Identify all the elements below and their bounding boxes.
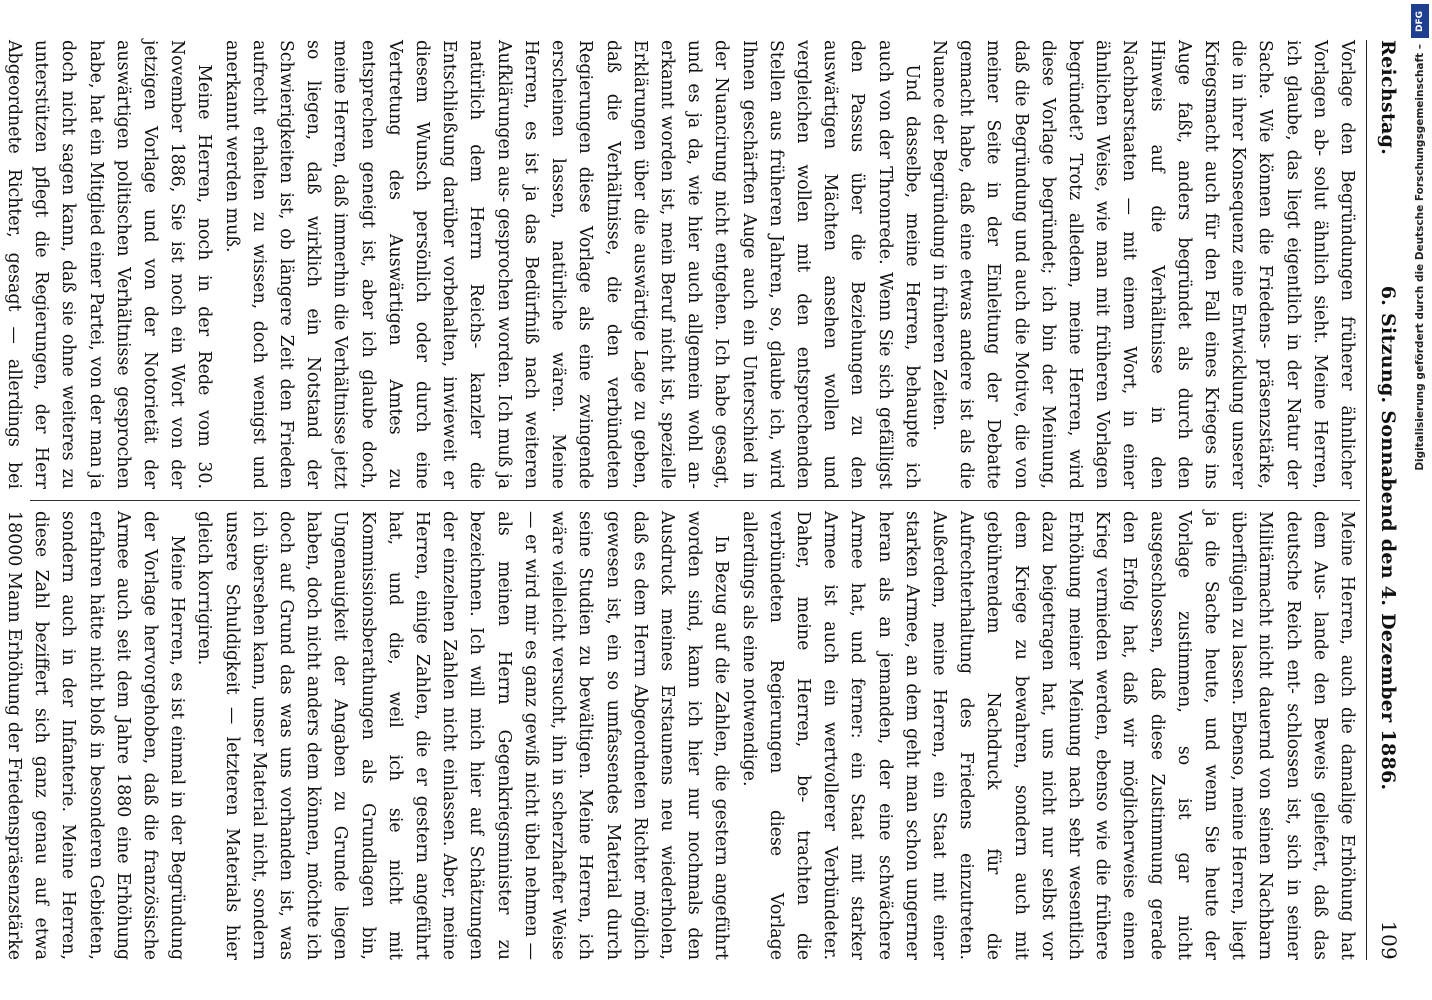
dfg-logo: DFG [1411,4,1429,38]
paragraph: In Bezug auf die Zahlen, die gestern angeführt worden sind, kann ich hier nur nochmals den Ausdruck meines Erstaunens neu wiederholen, daß es dem Herrn Abgeordneten Richter möglich gewesen ist, ein so umfassendes Material durch seine Studien zu bewältigen. Meine Herren, ich wäre vielleicht versucht, ihn in scherzhafter Weise — er wird mir es ganz gewiß nicht übel nehmen — als meinen Herrn Gegenkriegsminister zu bezeichnen. Ich will mich hier auf Schätzungen der einzelnen Zahlen nicht einlassen. Aber, meine Herren, einige Zahlen, die er gestern angeführt hat, und die, weil ich sie nicht mit Kommissionsberathungen als Grundlagen bin, Ungenauigkeit der Angaben zu Grunde liegen haben, doch nicht anders dem können, möchte ich doch auf Grund das was uns vorhanden ist, was ich übersehen kann, unser Material nicht, sondern unsere Schuldigkeit — letzteren Materials hier gleich korrigiren. [194,511,732,960]
page-number: 109 [1377,920,1401,960]
header-publication: Reichstag. [1377,40,1399,156]
paragraph: Meine Herren, noch in der Rede vom 30. November 1886, Sie ist noch ein Wort von der jetzigen Vorlage und von der Notorietät der auswärtigen politischen Verhältnisse gesprochen habe, hat ein Mitglied einer Partei, von der man ja doch nicht sagen kann, daß sie ohne weiteres zu unterstützen pflegt die Regierungen, der Herr Abgeordnete Richter, gesagt — allerdings bei [4,40,215,489]
right-column [0,511,1360,960]
paragraph: Vorlage den Begründungen früherer ähnlicher Vorlagen ab- solut ähnlich sieht. Meine Herren, ich glaube, das liegt eigentlich in der Natur der Sache. Wie können die Friedens- präsenzstärke, die in ihrer Konsequenz eine Entwicklung unserer Kriegsmacht auch für den Fall eines Krieges ins Auge faßt, anders begründet als durch den Hinweis auf die Verhältnisse in den Nachbarstaaten — mit einem Wort, in einer ähnlichen Weise, wie man mit früheren Vorlagen begründet? Trotz alledem, meine Herren, wird diese Vorlage begründet; ich bin der Meinung, daß die Begründung und auch die Motive, die von meiner Seite in der Einleitung der Debatte gemacht habe, daß eine etwas andere ist als die Nuance der Begründung in früheren Zeiten. [928,40,1357,489]
header-session-date: 6. Sitzung. Sonnabend den 4. Dezember 1886. [1377,285,1399,791]
rotated-page [4,30,1401,970]
left-column [0,40,1360,489]
funding-sidebar [1410,4,1430,996]
text-columns [4,40,1360,960]
funding-note: Digitalisierung gefördert durch die Deutsche Forschungsgemeinschaft – [1414,44,1426,471]
paragraph: Und dasselbe, meine Herren, behaupte ich auch von der Thronrede. Wenn Sie sich gefälligst den Passus über die Beziehungen zu den auswärtigen Mächten ansehen wollen und vergleichen wollen mit den entsprechenden Stellen aus früheren Jahren, so, glaube ich, wird Ihnen geschärften Auge auch ein Unterschied in der Nuancirung nicht entgehen. Ich habe gesagt, und es ja da, wie hier auch allgemein wohl an- erkannt worden ist, mein Beruf nicht ist, spezielle Erklärungen über die auswärtige Lage zu geben, daß die Verhältnisse, die den verbündeten Regierungen diese Vorlage als eine zwingende erscheinen lassen, natürliche wären. Meine Herren, es ist ja das Bedürfniß nach weiteren Aufklärungen aus- gesprochen worden. Ich muß ja natürlich dem Herrn Reichs- kanzler die Entschließung darüber vorbehalten, inwieweit er diesem Wunsch persönlich oder durch eine Vertretung des Auswärtigen Amtes zu entsprechen geneigt ist, aber ich glaube doch, meine Herren, daß immerhin die Verhältnisse jetzt so liegen, daß wirklich ein Notstand der Schwierigkeiten ist, ob längere Zeit den Frieden aufrecht erhalten zu wissen, doch wenigst und anerkannt werden muß. [221,40,922,489]
paragraph: Meine Herren, es ist einmal in der Begründung der Vorlage hervorgehoben, daß die französische Armee auch seit dem Jahre 1880 eine Erhöhung erfahren hätte nicht bloß in besonderen Gebieten, sondern auch in der Infanterie. Meine Herren, diese Zahl beziffert sich ganz genau auf etwa 18000 Mann Erhöhung der Friedenspräsenzstärke [4,511,188,960]
paragraph: Meine Herren, auch die damalige Erhöhung hat dem Aus- lande den Beweis geliefert, daß das deutsche Reich ent- schlossen ist, sich in seiner Militärmacht nicht dauernd von seinen Nachbarn überflügeln zu lassen. Ebenso, meine Herren, liegt ja die Sache heute, und wenn Sie heute der Vorlage zustimmen, so ist gar nicht ausgeschlossen, daß diese Zustimmung gerade den Erfolg hat, daß wir möglicherweise einen Krieg vermieden werden, ebenso wie die frühere Erhöhung meiner Meinung nach sehr wesentlich dazu beigetragen hat, uns nicht nur selbst vor dem Kriege zu bewahren, sondern auch mit gebührendem Nachdruck für die Aufrechterhaltung des Friedens einzutreten. Außerdem, meine Herren, ein Staat mit einer starken Armee, an dem geht man schon ungerner heran als an jemanden, der eine schwächere Armee hat, und ferner: ein Staat mit starker Armee ist auch ein wertvollerer Verbündeter. Daher, meine Herren, be- trachten die verbündeten Regierungen diese Vorlage allerdings als eine notwendige. [738,511,1357,960]
page-header [1366,40,1401,960]
